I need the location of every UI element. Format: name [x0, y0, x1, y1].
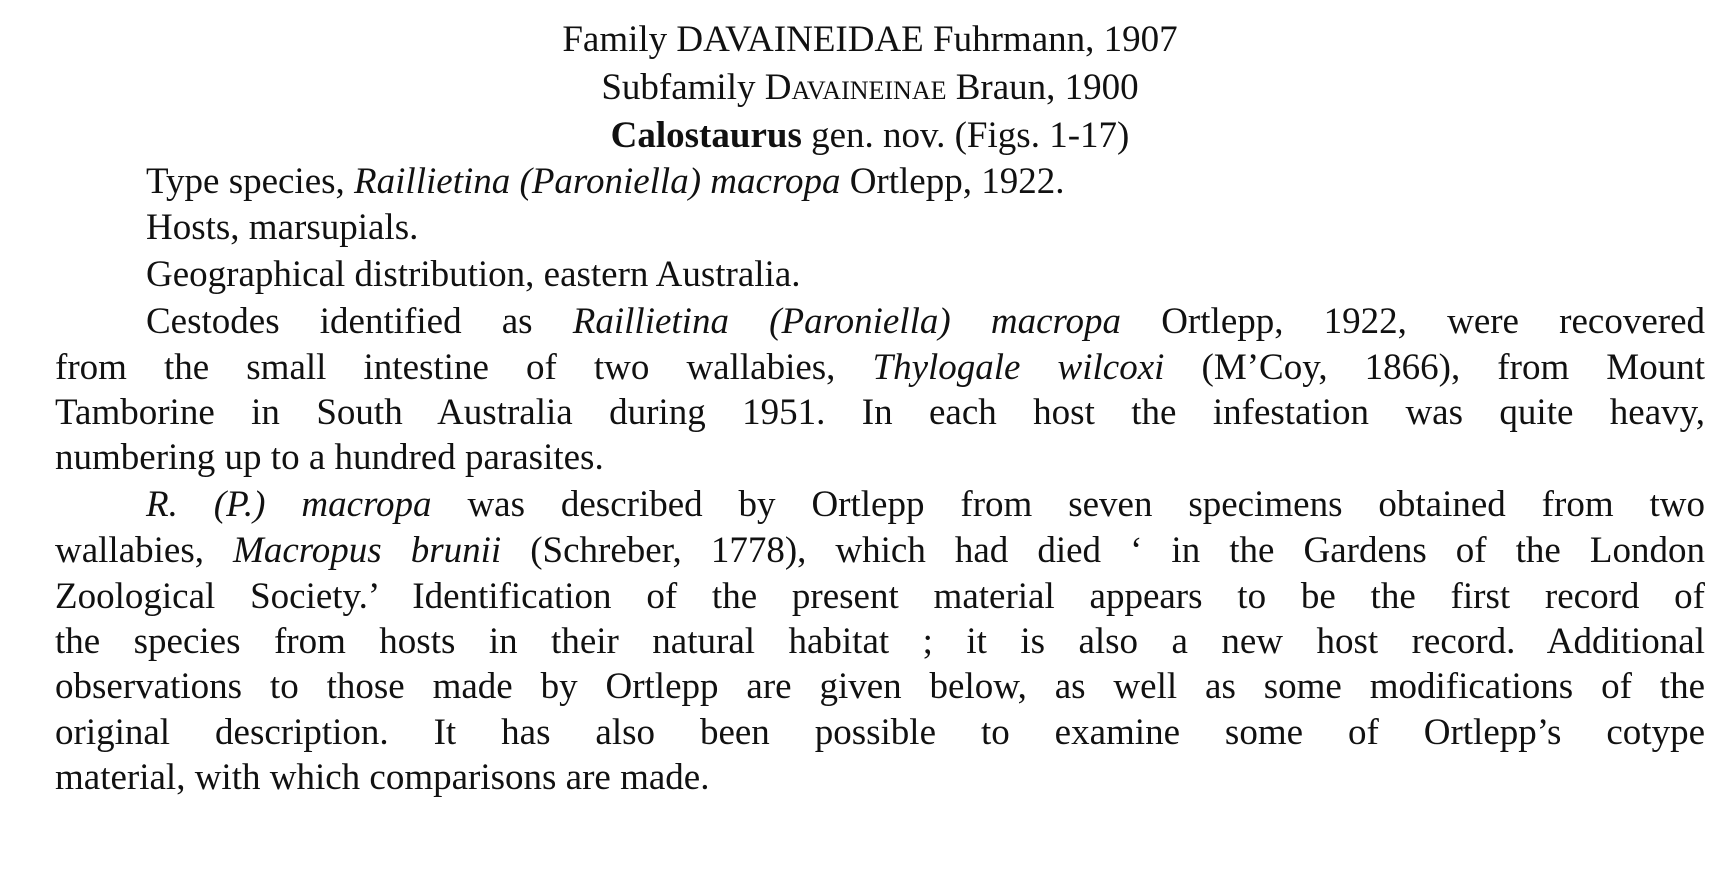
- subfamily-heading: [12, 66, 1716, 110]
- type-prefix: Type species,: [146, 161, 355, 202]
- p2-l1-abbr: R. (P.) macropa: [146, 484, 432, 525]
- family-heading: [12, 18, 1716, 62]
- paragraph2-line3: [55, 575, 1705, 619]
- type-genus: Raillietina: [354, 161, 511, 202]
- type-suffix: Ortlepp, 1922.: [840, 161, 1065, 202]
- p1-l3: Tamborine in South Australia during 1951. In each host the infestation was quite heavy,: [55, 392, 1705, 433]
- p2-l2-a: wallabies,: [55, 530, 234, 571]
- paragraph2-line1: [146, 483, 1705, 527]
- subfamily-name: Davaineinae: [764, 67, 947, 108]
- type-subgenus: (Paroniella): [519, 161, 702, 202]
- p2-l1-b: was described by Ortlepp from seven specimens obtained from two: [431, 484, 1705, 525]
- p2-l5: observations to those made by Ortlepp are given below, as well as some modifications of the: [55, 666, 1705, 707]
- p1-l2-b: (M’Coy, 1866), from Mount: [1164, 347, 1705, 388]
- p1-l1-a: Cestodes identified as: [146, 301, 573, 342]
- type-species-line: [146, 160, 1064, 204]
- distribution-line: [146, 253, 801, 297]
- distribution-text: Geographical distribution, eastern Australia.: [146, 254, 801, 295]
- p1-l1-genus: Raillietina: [572, 301, 729, 342]
- p2-l7: material, with which comparisons are made.: [55, 757, 710, 798]
- subfamily-suffix: Braun, 1900: [946, 67, 1139, 108]
- subfamily-prefix: Subfamily: [601, 67, 765, 108]
- p1-l1-b: Ortlepp, 1922, were recovered: [1121, 301, 1705, 342]
- paragraph2-line6: [55, 711, 1705, 755]
- p2-l6: original description. It has also been possible to examine some of Ortlepp’s cotype: [55, 712, 1705, 753]
- p2-l4: the species from hosts in their natural habitat ; it is also a new host record. Additional: [55, 621, 1705, 662]
- paragraph2-line5: [55, 665, 1705, 709]
- p1-l4: numbering up to a hundred parasites.: [55, 437, 604, 478]
- paragraph1-line3: [55, 391, 1705, 435]
- p1-l1-species: macropa: [990, 301, 1122, 342]
- paragraph2-line7: [55, 756, 709, 800]
- p1-l2-host: Thylogale wilcoxi: [872, 347, 1165, 388]
- hosts-line: [146, 206, 418, 250]
- hosts-text: Hosts, marsupials.: [146, 207, 419, 248]
- p2-l3: Zoological Society.’ Identification of the present material appears to be the first record of: [55, 576, 1705, 617]
- p1-l1-subgenus: (Paroniella): [769, 301, 951, 342]
- p2-l2-b: (Schreber, 1778), which had died ‘ in the Gardens of the London: [501, 530, 1705, 571]
- family-heading-text: Family DAVAINEIDAE Fuhrmann, 1907: [562, 19, 1178, 60]
- paragraph1-line2: [55, 346, 1705, 390]
- p2-l2-host: Macropus brunii: [233, 530, 502, 571]
- paragraph1-line1: [146, 300, 1705, 344]
- genus-heading: [12, 114, 1716, 158]
- p1-l2-a: from the small intestine of two wallabies,: [55, 347, 873, 388]
- genus-name: Calostaurus: [610, 115, 802, 156]
- paragraph1-line4: [55, 436, 604, 480]
- type-species: macropa: [710, 161, 841, 202]
- paragraph2-line2: [55, 529, 1705, 573]
- paragraph2-line4: [55, 620, 1705, 664]
- genus-suffix: gen. nov. (Figs. 1-17): [801, 115, 1130, 156]
